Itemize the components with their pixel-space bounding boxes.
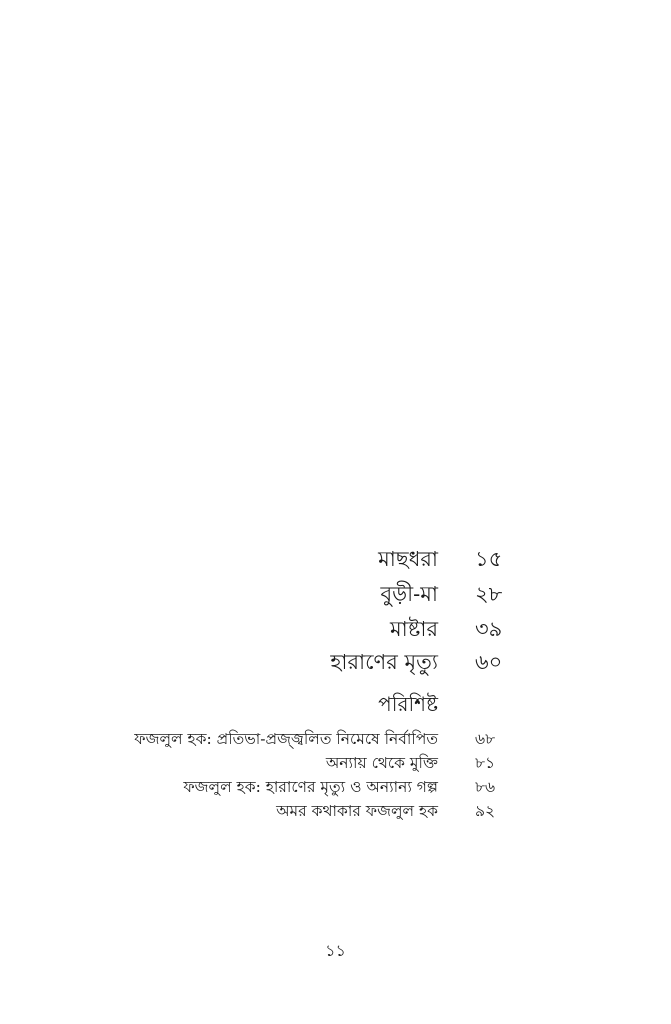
toc-entry-page: ৯২ bbox=[475, 802, 496, 820]
appendix-heading: পরিশিষ্ট bbox=[378, 692, 438, 716]
toc-entry-title: হারাণের মৃত্যু bbox=[330, 650, 438, 674]
toc-entry-page: ৩৯ bbox=[475, 617, 503, 641]
toc-entry-page: ৮৬ bbox=[475, 778, 496, 796]
toc-entry-title: অন্যায় থেকে মুক্তি bbox=[325, 754, 438, 772]
toc-entry-title: ফজলুল হক: প্রতিভা-প্রজ্জ্বলিত নিমেষে নির্বাপিত bbox=[134, 730, 438, 748]
toc-entry-page: ৬০ bbox=[475, 650, 503, 674]
toc-entry-title: ফজলুল হক: হারাণের মৃত্যু ও অন্যান্য গল্প bbox=[183, 778, 438, 796]
toc-entry-title: বুড়ী-মা bbox=[380, 582, 438, 606]
page-number: ১১ bbox=[325, 941, 346, 960]
toc-entry-title: মাষ্টার bbox=[390, 617, 438, 641]
toc-entry-page: ৮১ bbox=[475, 754, 496, 772]
toc-entry-page: ২৮ bbox=[475, 582, 503, 606]
toc-entry-page: ১৫ bbox=[475, 547, 503, 571]
toc-entry-title: অমর কথাকার ফজলুল হক bbox=[276, 802, 438, 820]
toc-entry-title: মাছধরা bbox=[378, 547, 438, 571]
toc-entry-page: ৬৮ bbox=[475, 730, 496, 748]
